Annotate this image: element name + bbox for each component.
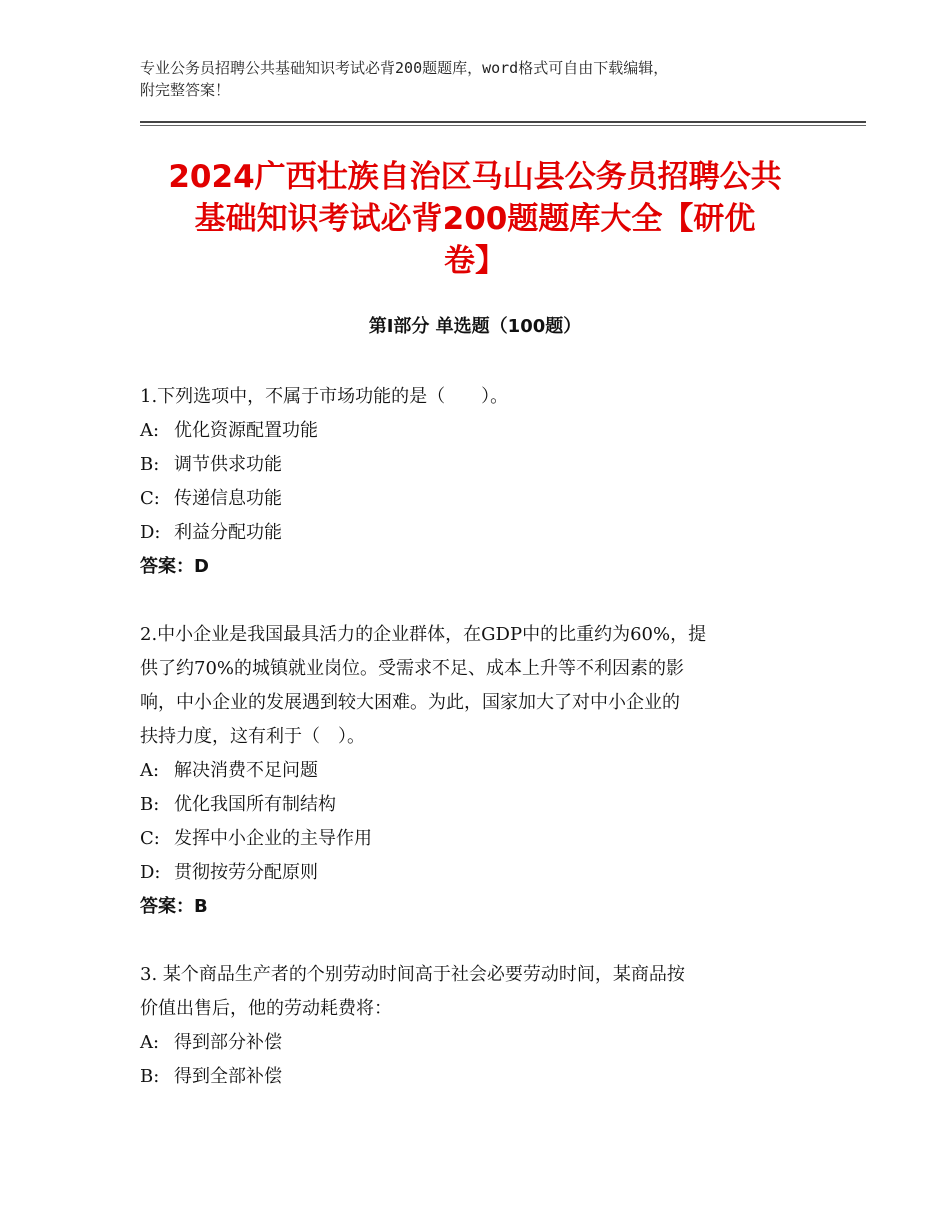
option-d xyxy=(140,856,820,890)
option-text: 优化我国所有制结构 xyxy=(174,794,336,815)
question-2 xyxy=(140,618,820,924)
option-c xyxy=(140,822,820,856)
option-text: 优化资源配置功能 xyxy=(174,420,318,441)
question-stem-line: 响，中小企业的发展遇到较大困难。为此，国家加大了对中小企业的 xyxy=(140,692,680,713)
header-note-line-2: 附完整答案！ xyxy=(140,81,231,99)
option-b xyxy=(140,788,820,822)
option-c xyxy=(140,482,820,516)
option-text: 调节供求功能 xyxy=(174,454,282,475)
option-key: A: xyxy=(140,1032,160,1053)
option-text: 利益分配功能 xyxy=(174,522,282,543)
option-a xyxy=(140,754,820,788)
question-list xyxy=(140,380,820,1128)
question-stem-line: 供了约70%的城镇就业岗位。受需求不足、成本上升等不利因素的影 xyxy=(140,658,685,679)
answer-label: 答案：D xyxy=(140,556,209,577)
question-stem-line: 3. 某个商品生产者的个别劳动时间高于社会必要劳动时间，某商品按 xyxy=(140,964,685,985)
option-text: 贯彻按劳分配原则 xyxy=(174,862,318,883)
option-a xyxy=(140,1026,820,1060)
option-text: 发挥中小企业的主导作用 xyxy=(174,828,372,849)
document-title xyxy=(140,156,810,282)
option-text: 得到全部补偿 xyxy=(174,1066,282,1087)
option-key: A: xyxy=(140,420,160,441)
option-key: D: xyxy=(140,522,161,543)
question-3 xyxy=(140,958,820,1094)
option-a xyxy=(140,414,820,448)
option-key: D: xyxy=(140,862,161,883)
question-1 xyxy=(140,380,820,584)
question-stem-line: 1.下列选项中，不属于市场功能的是（ ）。 xyxy=(140,386,509,407)
header-note-line-1: 专业公务员招聘公共基础知识考试必背200题题库，word格式可自由下载编辑， xyxy=(140,59,669,77)
document-header-note xyxy=(140,57,820,101)
option-text: 得到部分补偿 xyxy=(174,1032,282,1053)
title-line-1: 2024广西壮族自治区马山县公务员招聘公共 xyxy=(168,159,782,195)
title-line-2: 基础知识考试必背200题题库大全【研优 xyxy=(194,201,756,237)
title-line-3: 卷】 xyxy=(444,243,506,279)
answer-label: 答案：B xyxy=(140,896,208,917)
header-divider-thin xyxy=(140,125,866,126)
option-b xyxy=(140,448,820,482)
option-key: B: xyxy=(140,454,160,475)
question-stem-line: 扶持力度，这有利于（ ）。 xyxy=(140,726,365,747)
header-divider-thick xyxy=(140,121,866,123)
question-stem-line: 2.中小企业是我国最具活力的企业群体，在GDP中的比重约为60%，提 xyxy=(140,624,707,645)
option-d xyxy=(140,516,820,550)
option-text: 传递信息功能 xyxy=(174,488,282,509)
option-b xyxy=(140,1060,820,1094)
option-key: C: xyxy=(140,828,160,849)
option-key: B: xyxy=(140,1066,160,1087)
question-stem-line: 价值出售后，他的劳动耗费将： xyxy=(140,998,392,1019)
section-title: 第Ⅰ部分 单选题（100题） xyxy=(368,316,582,337)
option-key: B: xyxy=(140,794,160,815)
option-text: 解决消费不足问题 xyxy=(174,760,318,781)
option-key: C: xyxy=(140,488,160,509)
option-key: A: xyxy=(140,760,160,781)
